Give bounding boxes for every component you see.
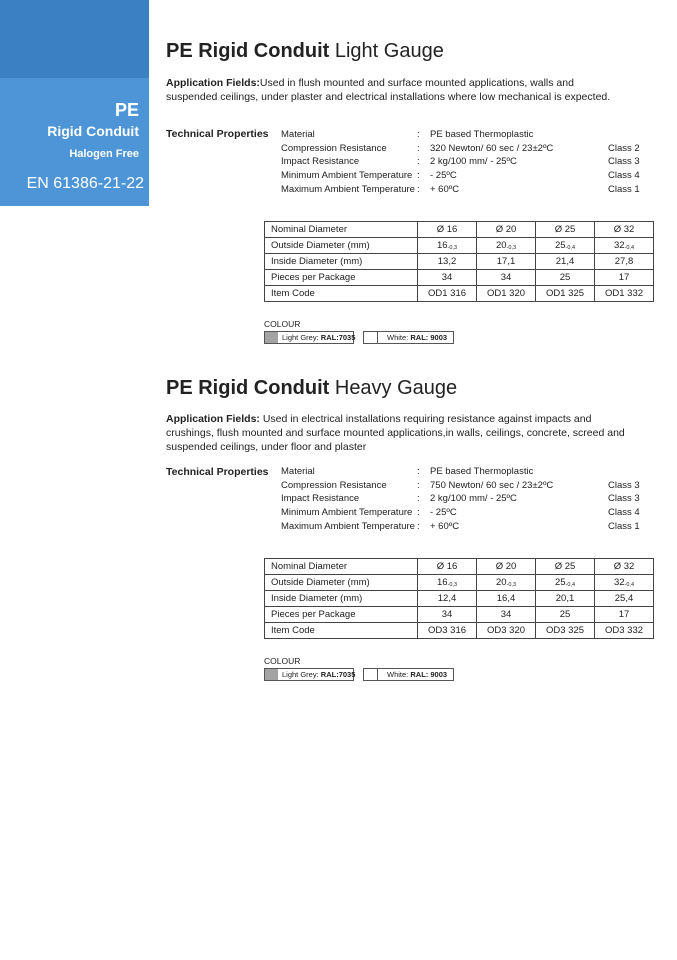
property-row: Minimum Ambient Temperature : - 25ºC Class 4 xyxy=(281,507,640,518)
technical-properties-label: Technical Properties xyxy=(166,466,269,478)
white-swatch: White: RAL: 9003 xyxy=(363,331,454,344)
property-row: Material : PE based Thermoplastic xyxy=(281,129,534,140)
dimensions-table xyxy=(264,221,654,302)
table-row: Inside Diameter (mm) 12,4 16,4 20,1 25,4 xyxy=(265,591,654,607)
property-row: Impact Resistance : 2 kg/100 mm/ - 25ºC Class 3 xyxy=(281,156,640,167)
table-row: Item Code OD3 316 OD3 320 OD3 325 OD3 332 xyxy=(265,623,654,639)
table-row: Item Code OD1 316 OD1 320 OD1 325 OD1 332 xyxy=(265,286,654,302)
colour-label: COLOUR xyxy=(264,656,301,666)
light-grey-swatch: Light Grey: RAL:7035 xyxy=(264,668,354,681)
sidebar-product-code: PE xyxy=(114,100,139,120)
light-grey-swatch: Light Grey: RAL:7035 xyxy=(264,331,354,344)
colour-label: COLOUR xyxy=(264,319,301,329)
white-swatch: White: RAL: 9003 xyxy=(363,668,454,681)
sidebar-product-name: Rigid Conduit xyxy=(47,123,139,139)
property-row: Maximum Ambient Temperature : + 60ºC Class 1 xyxy=(281,184,640,195)
table-row: Pieces per Package 34 34 25 17 xyxy=(265,607,654,623)
section-title: PE Rigid Conduit Light Gauge xyxy=(166,40,444,62)
table-row: Outside Diameter (mm) $16_{-0,3}$ $20_{-0,3}$ $25_{-0,4}$ $32_{-0,4}$ xyxy=(265,575,654,591)
white-chip xyxy=(364,669,378,680)
application-fields: Application Fields:Used in flush mounted and surface mounted applications, walls and suspended ceilings, under plaster and electrical installations where low mechanical is expected. xyxy=(166,77,611,103)
property-row: Material : PE based Thermoplastic xyxy=(281,466,534,477)
sidebar-panel xyxy=(0,78,149,206)
table-row: Nominal Diameter Ø 16 Ø 20 Ø 25 Ø 32 xyxy=(265,559,654,575)
light-grey-chip xyxy=(265,669,278,680)
light-grey-chip xyxy=(265,332,278,343)
dimensions-table xyxy=(264,558,654,639)
property-row: Compression Resistance : 750 Newton/ 60 sec / 23±2ºC Class 3 xyxy=(281,480,640,491)
white-chip xyxy=(364,332,378,343)
property-row: Minimum Ambient Temperature : - 25ºC Class 4 xyxy=(281,170,640,181)
property-row: Compression Resistance : 320 Newton/ 60 sec / 23±2ºC Class 2 xyxy=(281,143,640,154)
table-row: Outside Diameter (mm) $16_{-0,3}$ $20_{-0,3}$ $25_{-0,4}$ $32_{-0,4}$ xyxy=(265,238,654,254)
section-title: PE Rigid Conduit Heavy Gauge xyxy=(166,377,458,399)
sidebar-standard: EN 61386-21-22 xyxy=(26,175,144,192)
property-row: Impact Resistance : 2 kg/100 mm/ - 25ºC Class 3 xyxy=(281,493,640,504)
table-row: Inside Diameter (mm) 13,2 17,1 21,4 27,8 xyxy=(265,254,654,270)
property-row: Maximum Ambient Temperature : + 60ºC Class 1 xyxy=(281,521,640,532)
table-row: Nominal Diameter Ø 16 Ø 20 Ø 25 Ø 32 xyxy=(265,222,654,238)
technical-properties-label: Technical Properties xyxy=(166,128,269,140)
sidebar-header-band xyxy=(0,0,149,78)
table-row: Pieces per Package 34 34 25 17 xyxy=(265,270,654,286)
application-fields: Application Fields: Used in electrical installations requiring resistance against impacts and crushings, flush mounted and surface mounted applications,in walls, ceilings, concrete, screed and suspended ceilings, under floor and plaster xyxy=(166,413,625,453)
sidebar-feature: Halogen Free xyxy=(69,148,139,160)
